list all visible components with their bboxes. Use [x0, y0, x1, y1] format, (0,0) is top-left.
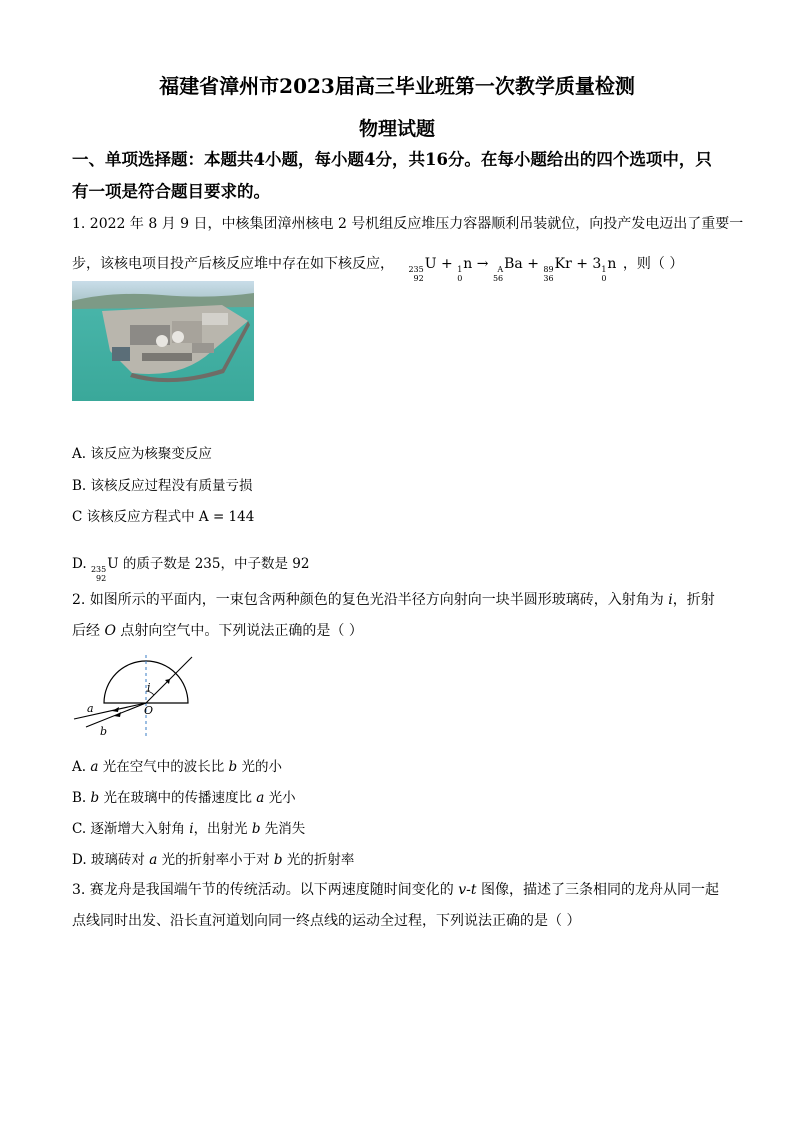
- section-heading-line1: 一、单项选择题：本题共4小题，每小题4分，共16分。在每小题给出的四个选项中，只: [72, 150, 712, 169]
- q3-line2: 点线同时出发、沿长直河道划向同一终点线的运动全过程，下列说法正确的是（ ）: [72, 913, 581, 929]
- q2-line1-text: 2. 如图所示的平面内，一束包含两种颜色的复色光沿半径方向射向一块半圆形玻璃砖，入射角为: [72, 592, 664, 608]
- q1-option-a[interactable]: A. 该反应为核聚变反应: [72, 446, 212, 462]
- refraction-diagram: [72, 651, 202, 745]
- n2-symbol: n: [607, 256, 617, 272]
- q2-line1: [72, 589, 715, 609]
- q2-line1-tail: ，折射: [672, 592, 715, 608]
- exam-subtitle: 物理试题: [358, 118, 435, 140]
- coefficient: 3: [592, 256, 602, 272]
- n-iso: 1 0: [457, 265, 463, 283]
- q2-option-c[interactable]: C. 逐渐增大入射角 i，出射光 b 先消失: [72, 821, 306, 837]
- label-o: O: [144, 704, 154, 717]
- q1-option-d[interactable]: [72, 552, 309, 583]
- ba-symbol: Ba: [504, 256, 523, 272]
- ray-a: [74, 703, 146, 719]
- ray-a-arrow-icon: [112, 707, 119, 712]
- kr-symbol: Kr: [554, 256, 572, 272]
- q1-line2-pre: 步，该核电项目投产后核反应堆中存在如下核反应，: [72, 256, 394, 272]
- label-b: b: [100, 725, 108, 738]
- q3-line1: [72, 879, 719, 899]
- n-symbol: n: [463, 256, 473, 272]
- q2-option-a[interactable]: A. a 光在空气中的波长比 b 光的小: [72, 759, 282, 775]
- refraction-svg: [72, 651, 202, 741]
- nuclear-equation: [408, 256, 616, 283]
- section-heading-line2: 有一项是符合题目要求的。: [72, 182, 270, 201]
- q3-vt-symbol: v-t: [453, 882, 481, 898]
- kr-iso: 89 36: [543, 265, 554, 283]
- q1-option-d-label: D.: [72, 556, 91, 572]
- plus-sign: +: [576, 256, 588, 272]
- q2-option-b[interactable]: B. b 光在玻璃中的传播速度比 a 光小: [72, 790, 296, 806]
- label-i: i: [147, 681, 151, 694]
- section-heading: [72, 144, 732, 208]
- q2-angle-symbol: i: [663, 592, 673, 608]
- q2-line2: [72, 620, 363, 640]
- q2-option-d[interactable]: D. 玻璃砖对 a 光的折射率小于对 b 光的折射率: [72, 852, 355, 868]
- n2-iso: 1 0: [601, 265, 607, 283]
- q1-line2-post: ，则（ ）: [622, 256, 684, 272]
- q1-line1: 1. 2022 年 8 月 9 日，中核集团漳州核电 2 号机组反应堆压力容器顺利吊装就位，向投产发电迈出了重要一: [72, 216, 744, 232]
- d-u-iso: 235 92: [90, 565, 107, 583]
- q2-point-o: O: [100, 623, 121, 639]
- q3-line1-text: 3. 赛龙舟是我国端午节的传统活动。以下两速度随时间变化的: [72, 882, 454, 898]
- ba-iso: A 56: [492, 265, 504, 283]
- q1-option-b[interactable]: B. 该核反应过程没有质量亏损: [72, 478, 253, 494]
- plus-sign: +: [441, 256, 453, 272]
- q2-line2-text: 后经: [72, 623, 100, 639]
- q3-line1-tail: 图像，描述了三条相同的龙舟从同一起: [480, 882, 719, 898]
- u-iso: 235 92: [408, 265, 424, 283]
- q1-option-c[interactable]: C 该核反应方程式中 A = 144: [72, 509, 255, 525]
- q1-line2: [72, 253, 683, 283]
- exam-title: 福建省漳州市2023届高三毕业班第一次教学质量检测: [159, 74, 635, 98]
- plus-sign: +: [527, 256, 539, 272]
- nuclear-plant-photo: [72, 281, 254, 401]
- label-a: a: [87, 702, 94, 715]
- nuclear-plant-image: [72, 281, 254, 401]
- d-u-symbol: U: [107, 556, 119, 572]
- q2-line2-tail: 点射向空气中。下列说法正确的是（ ）: [120, 623, 363, 639]
- q1-option-d-text: 的质子数是 235，中子数是 92: [118, 556, 310, 572]
- arrow-sign: →: [476, 256, 489, 272]
- ray-b-arrow-icon: [114, 712, 121, 717]
- u-symbol: U: [424, 256, 437, 272]
